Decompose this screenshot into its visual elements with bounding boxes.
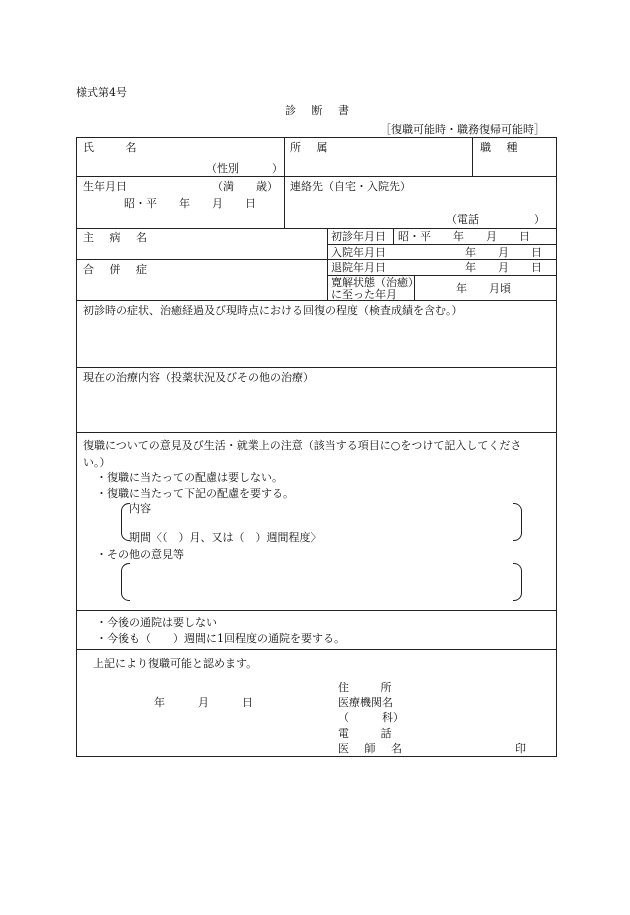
visit-none-item: ・今後の通院は要しない — [96, 616, 217, 629]
birth-date-label: 生年月日 — [83, 180, 127, 193]
opinion-label-2: い。） — [83, 456, 111, 469]
doctor-name-label: 医 師 名 — [338, 742, 408, 755]
remission-label-1: 寛解状態（治癒） — [331, 276, 419, 289]
address-label: 住 所 — [338, 681, 406, 694]
no-consideration-item: ・復職に当たっての配慮は要しない。 — [96, 471, 283, 484]
form-number: 様式第4号 — [76, 86, 127, 99]
first-visit-label: 初診年月日 — [331, 230, 386, 243]
remission-label-2: に至った年月 — [331, 288, 397, 301]
birth-era-label: 昭・平 年 月 日 — [124, 197, 256, 210]
affiliation-label: 所 属 — [290, 141, 334, 154]
content-right-bracket — [513, 503, 522, 541]
admission-label: 入院年月日 — [331, 246, 386, 259]
visit-required-item: ・今後も（ ）週間に1回程度の通院を要する。 — [96, 632, 345, 645]
phone-label-doctor: 電 話 — [338, 727, 406, 740]
name-label: 氏 名 — [83, 141, 151, 154]
treatment-label: 現在の治療内容（投薬状況及びその他の治療） — [83, 371, 314, 384]
job-type-label: 職 種 — [480, 141, 524, 154]
main-disease-label: 主 病 名 — [83, 231, 153, 244]
discharge-label: 退院年月日 — [331, 261, 386, 274]
complication-label: 合 併 症 — [83, 263, 153, 276]
seal-label: 印 — [515, 742, 526, 755]
certification-statement: 上記により復職可能と認めます。 — [93, 657, 258, 670]
department-label: （ 科） — [338, 711, 404, 724]
remission-value: 年 月頃 — [456, 282, 511, 295]
opinion-label-1: 復職についての意見及び生活・就業上の注意（該当する項目に○をつけて記入してくださ — [83, 439, 522, 452]
gender-label: （性別 ） — [206, 162, 283, 175]
first-visit-value: 昭・平 年 月 日 — [398, 230, 530, 243]
consideration-item: ・復職に当たって下記の配慮を要する。 — [96, 487, 294, 500]
institution-label: 医療機関名 — [338, 696, 393, 709]
form-title: 診 断 書 — [285, 104, 355, 117]
admission-value: 年 月 日 — [465, 246, 542, 259]
other-opinion-label: ・その他の意見等 — [96, 548, 184, 561]
certification-date: 年 月 日 — [154, 696, 253, 709]
other-right-bracket — [513, 563, 522, 601]
age-label: （満 歳） — [212, 180, 278, 193]
other-left-bracket — [121, 563, 130, 601]
discharge-value: 年 月 日 — [465, 261, 542, 274]
symptoms-label: 初診時の症状、治癒経過及び現時点における回復の程度（検査成績を含む。） — [83, 304, 463, 317]
contact-label: 連絡先（自宅・入院先） — [290, 180, 411, 193]
form-subtitle: ［復職可能時・職務復帰可能時］ — [380, 123, 545, 136]
content-label: 内容 — [129, 502, 151, 515]
period-label: 期間〈（ ）月、又は（ ）週間程度〉 — [129, 531, 322, 544]
phone-label: （電話 ） — [446, 213, 545, 226]
